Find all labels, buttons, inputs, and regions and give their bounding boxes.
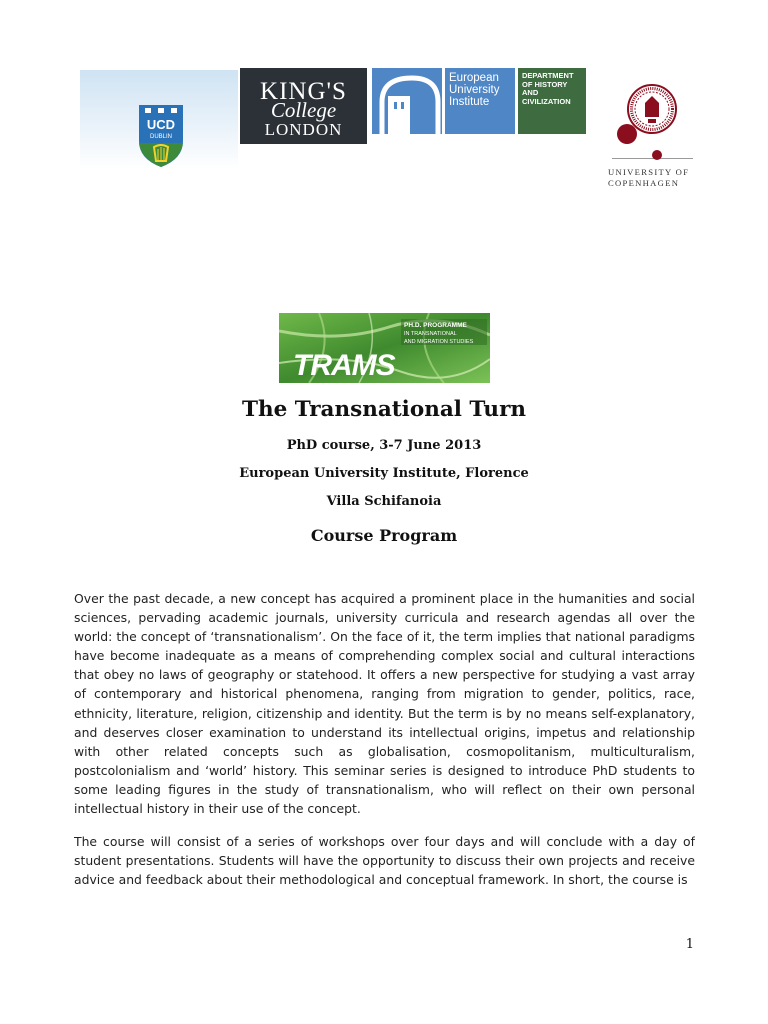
- body-paragraph-2: The course will consist of a series of workshops over four days and will conclude with a day of student presentations. Students will have the opportunity to discuss their own projects and receive advice and feedback about their methodological and conceptual framework. In short, the course is: [74, 834, 695, 888]
- ucd-dublin-logo: [137, 103, 185, 169]
- dept-line-4: CIVILIZATION: [522, 96, 571, 106]
- eui-logo-text: [445, 68, 515, 134]
- copenhagen-line-1: UNIVERSITY OF: [608, 167, 690, 177]
- kcl-kings-text: KING'S: [260, 78, 347, 105]
- department-history-civilization-logo: [518, 68, 586, 134]
- kcl-college-text: College: [270, 98, 337, 122]
- eui-line-3: Institute: [449, 96, 490, 108]
- eui-arch-emblem: [372, 68, 442, 134]
- section-heading: Course Program: [310, 526, 458, 545]
- eui-line-2: University: [449, 84, 500, 96]
- kings-college-london-logo: [240, 68, 367, 144]
- ucd-tower-icon: [145, 108, 151, 113]
- course-dates: PhD course, 3-7 June 2013: [286, 438, 482, 453]
- dept-line-2: OF HISTORY: [522, 79, 568, 89]
- eui-line-1: European: [449, 72, 499, 84]
- course-institution: European University Institute, Florence: [239, 466, 529, 481]
- trams-line-3: AND MIGRATION STUDIES: [404, 339, 474, 345]
- ucd-dublin-text: DUBLIN: [149, 134, 173, 140]
- copenhagen-large-dot: [617, 124, 637, 144]
- ucd-wordmark: UCD: [146, 117, 176, 132]
- dept-line-3: AND: [522, 88, 539, 97]
- copenhagen-small-dot: [652, 150, 662, 160]
- trams-line-1: PH.D. PROGRAMME: [404, 322, 467, 329]
- kcl-london-text: LONDON: [264, 120, 343, 139]
- trams-wordmark: TRAMS: [293, 349, 395, 382]
- course-venue: Villa Schifanoia: [326, 494, 442, 509]
- university-of-copenhagen-text: [608, 167, 698, 188]
- document-title: The Transnational Turn: [241, 397, 527, 422]
- page-number: 1: [685, 937, 694, 952]
- copenhagen-line-2: COPENHAGEN: [608, 177, 680, 188]
- dept-line-1: DEPARTMENT: [522, 71, 574, 80]
- trams-line-2: IN TRANSNATIONAL: [404, 331, 457, 337]
- tower-icon: [388, 96, 410, 134]
- body-paragraph-1: Over the past decade, a new concept has acquired a prominent place in the humanities and social sciences, pervading academic journals, university curricula and research agendas all over the world: the concept of ‘transnationalism’. On the face of it, the term implies that national paradigms have become inadequate as a means of comprehending complex social and cultural interactions that obey no laws of geography or statehood. It offers a new perspective for studying a vast array of contemporary and historical phenomena, ranging from migration to gender, politics, race, ethnicity, literature, religion, citizenship and identity. But the term is by no means self-explanatory, and deserves closer examination to understand its intellectual origins, impetus and relationship with other related concepts such as globalisation, cosmopolitanism, multiculturalism, postcolonialism and ‘world’ history. This seminar series is designed to introduce PhD students to some leading figures in the study of transnationalism, who will reflect on their own personal intellectual history in their use of the concept.: [74, 591, 695, 817]
- trams-programme-banner: [279, 313, 490, 383]
